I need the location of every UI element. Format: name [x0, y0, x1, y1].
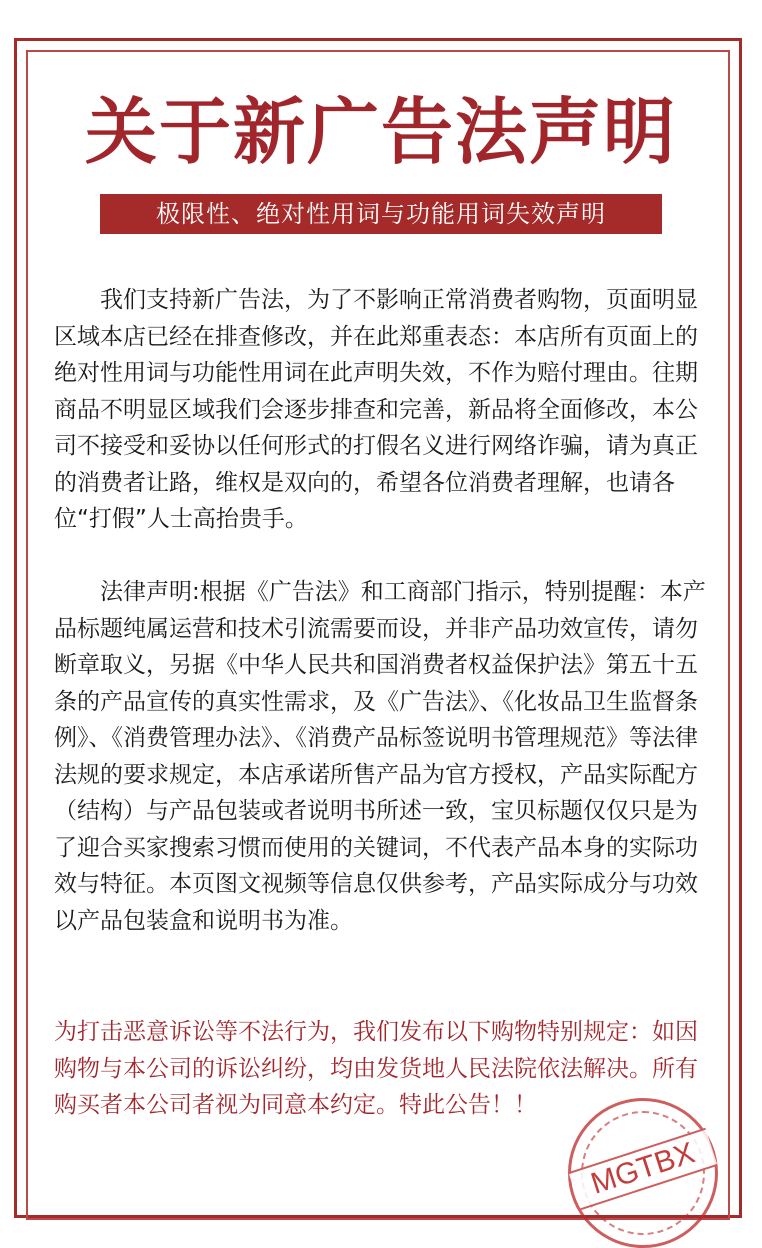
- page-title: 关于新广告法声明: [84, 90, 677, 174]
- paragraph-legal: [54, 574, 710, 939]
- seal-stamp: [568, 1098, 718, 1248]
- paragraph-notice: 为打击恶意诉讼等不法行为，我们发布以下购物特别规定：如因购物与本公司的诉讼纠纷，均由发货地人民法院依法解决。所有购买者本公司者视为同意本约定。特此公告！！: [54, 1019, 698, 1118]
- paragraph-statement-text: 我们支持新广告法，为了不影响正常消费者购物，页面明显区域本店已经在排查修改，并在此郑重表态：本店所有页面上的绝对性用词与功能性用词在此声明失效，不作为赔付理由。往期商品不明显区域我们会逐步排查和完善，新品将全面修改，本公司不接受和妥协以任何形式的打假名义进行网络诈骗，请为真正的消费者让路，维权是双向的，希望各位消费者理解，也请各位“打假”人士高抬贵手。: [54, 287, 698, 532]
- paragraph-legal-text: 法律声明:根据《广告法》和工商部门指示，特别提醒：本产品标题纯属运营和技术引流需要而设，并非产品功效宣传，请勿断章取义，另据《中华人民共和国消费者权益保护法》第五十五条的产品宣传的真实性需求，及《广告法》、《化妆品卫生监督条例》、《消费管理办法》、《消费产品标签说明书管理规范》等法律法规的要求规定，本店承诺所售产品为官方授权，产品实际配方（结构）与产品包装或者说明书所述一致，宝贝标题仅仅只是为了迎合买家搜索习惯而使用的关键词，不代表产品本身的实际功效与特征。本页图文视频等信息仅供参考，产品实际成分与功效以产品包装盒和说明书为准。: [54, 579, 706, 934]
- paragraph-statement: [54, 282, 710, 538]
- seal-text: MGTBX: [568, 1128, 717, 1211]
- subtitle-banner: 极限性、绝对性用词与功能用词失效声明: [100, 194, 662, 234]
